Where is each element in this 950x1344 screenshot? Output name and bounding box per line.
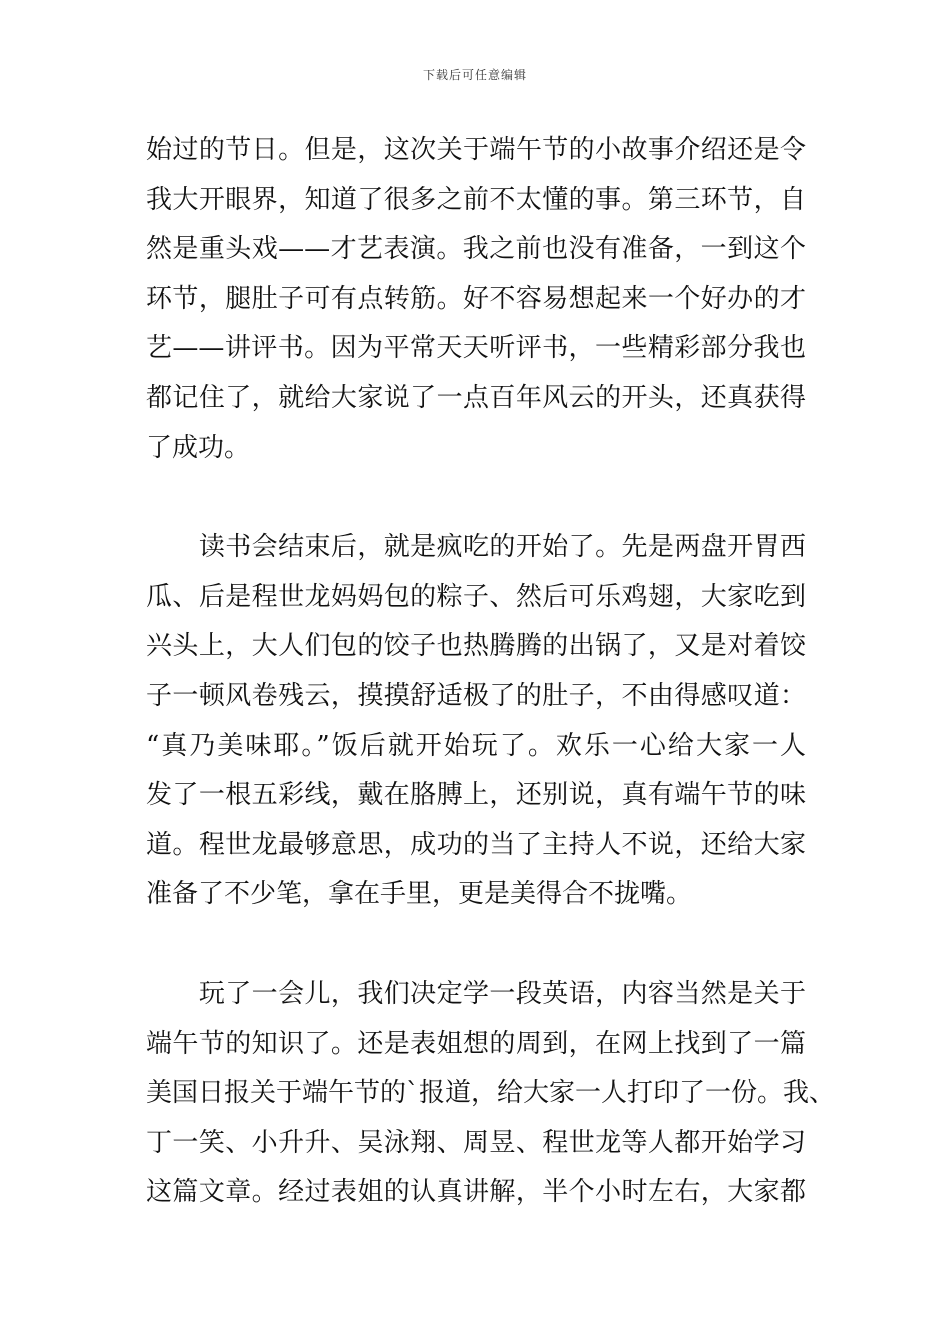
paragraph-spacer	[146, 473, 806, 523]
paragraph-3	[146, 970, 836, 1218]
text-line: 兴头上，大人们包的饺子也热腾腾的出锅了，又是对着饺	[146, 631, 806, 662]
text-line: 丁一笑、小升升、吴泳翔、周昱、程世龙等人都开始学习	[146, 1127, 806, 1158]
text-line: 端午节的知识了。还是表姐想的周到，在网上找到了一篇	[146, 1028, 806, 1059]
text-line: 瓜、后是程世龙妈妈包的粽子、然后可乐鸡翅，大家吃到	[146, 581, 806, 612]
text-line: 道。程世龙最够意思，成功的当了主持人不说，还给大家	[146, 829, 806, 860]
text-line: 子一顿风卷残云，摸摸舒适极了的肚子，不由得感叹道：	[146, 680, 806, 711]
text-line: 艺——讲评书。因为平常天天听评书，一些精彩部分我也	[146, 333, 806, 364]
text-line: 我大开眼界，知道了很多之前不太懂的事。第三环节，自	[146, 184, 806, 215]
paragraph-1	[146, 126, 806, 473]
text-line: 美国日报关于端午节的`报道，给大家一人打印了一份。我、	[146, 1078, 836, 1109]
document-body	[146, 126, 836, 1218]
paragraph-2	[146, 523, 806, 920]
text-line: 发了一根五彩线，戴在胳膊上，还别说，真有端午节的味	[146, 780, 806, 811]
text-line: 始过的节日。但是，这次关于端午节的小故事介绍还是令	[146, 135, 806, 165]
paragraph-spacer	[146, 920, 806, 970]
text-line: “真乃美味耶。”饭后就开始玩了。欢乐一心给大家一人	[146, 730, 806, 761]
text-line: 玩了一会儿，我们决定学一段英语，内容当然是关于	[146, 978, 806, 1009]
text-line: 这篇文章。经过表姐的认真讲解，半个小时左右，大家都	[146, 1177, 806, 1208]
text-line: 然是重头戏——才艺表演。我之前也没有准备，一到这个	[146, 234, 806, 265]
text-line: 读书会结束后，就是疯吃的开始了。先是两盘开胃西	[146, 532, 806, 563]
text-line: 环节，腿肚子可有点转筋。好不容易想起来一个好办的才	[146, 283, 806, 314]
text-line: 准备了不少笔，拿在手里，更是美得合不拢嘴。	[146, 879, 693, 910]
text-line: 了成功。	[146, 432, 251, 463]
page-header-note: 下载后可任意编辑	[422, 68, 527, 82]
text-line: 都记住了，就给大家说了一点百年风云的开头，还真获得	[146, 382, 806, 413]
